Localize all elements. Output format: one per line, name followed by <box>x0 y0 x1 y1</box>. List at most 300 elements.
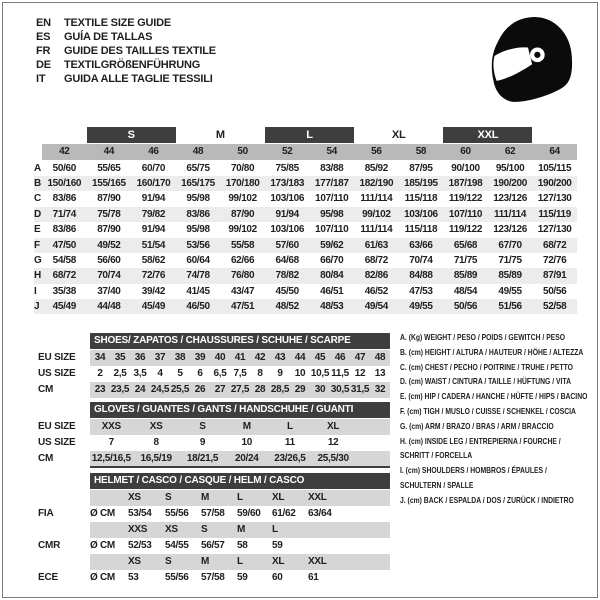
row-letter: E <box>34 224 41 236</box>
value-cell: 155/165 <box>92 177 126 189</box>
value-cell: 90/100 <box>451 162 480 174</box>
value-cell: 170/180 <box>225 177 260 189</box>
value-cell: 83/86 <box>186 208 210 220</box>
helmet-cell: 61 <box>308 572 319 583</box>
value-cell: 95/98 <box>320 208 344 220</box>
size-header-cell: 56 <box>371 146 382 157</box>
shoes-cell: 43 <box>274 352 286 363</box>
value-cell: 123/126 <box>493 193 527 205</box>
size-header-cell: 44 <box>103 146 115 157</box>
value-cell: 115/118 <box>404 224 438 236</box>
shoes-cell: 10 <box>294 368 306 379</box>
value-cell: 53/56 <box>186 239 210 251</box>
value-cell: 177/187 <box>314 177 349 189</box>
value-cell: 72/76 <box>543 254 567 266</box>
value-cell: 115/119 <box>538 208 571 220</box>
value-cell: 50/56 <box>453 301 478 313</box>
helmet-cell: L <box>237 556 243 567</box>
shoes-cell: 24,5 <box>150 384 170 395</box>
value-cell: 57/60 <box>275 239 299 251</box>
value-cell: 83/88 <box>320 162 344 174</box>
helmet-cell: XS <box>165 524 178 535</box>
gloves-cell: 8 <box>153 437 159 448</box>
gloves-cell: 12 <box>327 437 339 448</box>
value-cell: 87/90 <box>97 224 121 236</box>
row-cells <box>42 253 577 268</box>
value-cell: 182/190 <box>359 177 394 189</box>
value-cell: 87/90 <box>230 208 255 220</box>
helmet-cell: 63/64 <box>308 508 332 519</box>
shoes-cell: 23 <box>94 384 106 395</box>
value-cell: 45/50 <box>275 285 299 297</box>
helmet-cell: S <box>201 524 208 535</box>
row-letter: C <box>34 193 42 205</box>
value-cell: 35/38 <box>52 285 76 297</box>
gloves-cell-spacer <box>355 435 390 451</box>
table-row <box>34 222 577 237</box>
value-cell: 49/55 <box>409 301 433 313</box>
value-cell: 51/56 <box>498 301 522 313</box>
value-cell: 59/62 <box>320 239 344 251</box>
guide-title: GUIDE DES TAILLES TEXTILE <box>64 45 216 57</box>
value-cell: 173/183 <box>270 177 305 189</box>
row-cells <box>42 207 577 222</box>
value-cell: 187/198 <box>448 177 483 189</box>
row-letter: D <box>34 208 42 220</box>
value-cell: 74/78 <box>186 270 210 282</box>
size-group-spacer <box>532 127 577 143</box>
value-cell: 85/89 <box>453 270 478 282</box>
legend-line: SCHULTERN / SPALLE <box>400 479 474 490</box>
size-group-header-row <box>42 127 577 143</box>
value-cell: 190/200 <box>537 177 572 189</box>
value-cell: 78/82 <box>275 270 299 282</box>
helmet-row-cells <box>90 554 390 570</box>
helmet-cell: S <box>165 492 172 503</box>
helmet-cell: Ø CM <box>90 508 115 519</box>
helmet-cell: 59/60 <box>237 508 261 519</box>
size-header-cell: 46 <box>148 146 159 157</box>
shoes-row-cells <box>90 382 390 398</box>
helmet-cell: XXL <box>308 556 327 567</box>
table-row <box>34 268 577 283</box>
gloves-row-label: EU SIZE <box>38 421 76 432</box>
value-cell: 83/86 <box>52 224 76 236</box>
helmet-row-label: ECE <box>38 572 58 583</box>
value-cell: 71/75 <box>498 254 522 266</box>
shoes-cell: 36 <box>134 352 146 363</box>
language-title-list <box>36 16 216 86</box>
numeric-size-header-row <box>34 144 577 160</box>
helmet-cell: L <box>272 524 278 535</box>
size-header-cell: 42 <box>59 146 70 157</box>
row-cells <box>42 238 577 253</box>
helmet-row-label: FIA <box>38 508 54 519</box>
value-cell: 107/110 <box>315 193 349 205</box>
row-cells <box>42 299 577 314</box>
value-cell: 85/89 <box>498 270 522 282</box>
value-cell: 46/52 <box>364 285 388 297</box>
language-row <box>36 44 216 58</box>
value-cell: 150/160 <box>47 177 82 189</box>
size-header-cell: 52 <box>281 146 293 157</box>
value-cell: 54/58 <box>52 254 76 266</box>
helmet-cell: L <box>237 492 243 503</box>
language-row <box>36 16 216 30</box>
shoes-cell: 9 <box>277 368 283 379</box>
shoes-cell: 10,5 <box>310 368 330 379</box>
value-cell: 39/42 <box>141 285 166 297</box>
helmet-cell: XS <box>128 492 141 503</box>
value-cell: 45/49 <box>52 301 76 313</box>
value-cell: 65/75 <box>186 162 210 174</box>
language-code: IT <box>36 73 46 85</box>
row-letter-spacer <box>34 144 42 160</box>
legend-line: G. (cm) ARM / BRAZO / BRAS / ARM / BRACCIO <box>400 420 554 431</box>
racing-helmet-icon <box>482 12 576 106</box>
language-code: DE <box>36 59 51 71</box>
shoes-cell: 2 <box>97 368 103 379</box>
value-cell: 87/90 <box>97 193 121 205</box>
shoes-cell: 35 <box>114 352 126 363</box>
shoes-cell: 8 <box>257 368 263 379</box>
value-cell: 44/48 <box>97 301 121 313</box>
gloves-cell: L <box>287 421 293 432</box>
value-cell: 49/52 <box>97 239 121 251</box>
value-cell: 52/58 <box>543 301 567 313</box>
helmet-cell: 52/53 <box>128 540 152 551</box>
value-cell: 50/60 <box>52 162 76 174</box>
gloves-cell: M <box>242 421 251 432</box>
helmet-cell: 61/62 <box>272 508 296 519</box>
gloves-cell: 23/26,5 <box>274 453 306 464</box>
value-cell: 103/106 <box>270 193 305 205</box>
value-cell: 80/84 <box>320 270 344 282</box>
language-code: EN <box>36 17 51 29</box>
value-cell: 185/195 <box>404 177 438 189</box>
table-row <box>34 207 577 222</box>
shoes-cell: 39 <box>194 352 206 363</box>
shoes-cell: 46 <box>334 352 346 363</box>
value-cell: 55/65 <box>97 162 121 174</box>
helmet-cell: Ø CM <box>90 540 115 551</box>
gloves-cell: 9 <box>199 437 206 448</box>
helmet-cell: Ø CM <box>90 572 115 583</box>
value-cell: 82/86 <box>364 270 388 282</box>
guide-title: GUÍA DE TALLAS <box>64 31 153 43</box>
shoes-cell: 28 <box>254 384 266 395</box>
value-cell: 70/80 <box>230 162 255 174</box>
value-cell: 119/122 <box>448 193 483 205</box>
value-cell: 56/60 <box>97 254 121 266</box>
shoes-cell: 25,5 <box>170 384 190 395</box>
gloves-row <box>38 451 390 467</box>
helmet-cell: XXL <box>308 492 327 503</box>
value-cell: 99/102 <box>228 224 257 236</box>
legend-line: E. (cm) HIP / CADERA / HANCHE / HÜFTE / HIPS / BACINO <box>400 391 588 402</box>
value-cell: 123/126 <box>493 224 527 236</box>
row-cells <box>42 161 577 176</box>
gloves-cell-spacer <box>355 451 390 467</box>
gloves-row-label: US SIZE <box>38 437 76 448</box>
helmet-row-label: CMR <box>38 540 61 551</box>
gloves-row-label: CM <box>38 453 54 464</box>
value-cell: 61/63 <box>364 239 388 251</box>
size-group-s: S <box>87 127 176 143</box>
size-header-cell: 62 <box>504 146 516 157</box>
gloves-row <box>38 419 390 435</box>
shoes-row-cells <box>90 366 390 382</box>
value-cell: 79/82 <box>141 208 166 220</box>
value-cell: 68/72 <box>364 254 388 266</box>
helmet-cell: 54/55 <box>165 540 189 551</box>
gloves-section-header: GLOVES / GUANTES / GANTS / HANDSCHUHE / GUANTI <box>90 402 390 418</box>
legend-line: C. (cm) CHEST / PECHO / POITRINE / TRUHE / PETTO <box>400 361 573 372</box>
gloves-cell: XS <box>149 421 163 432</box>
gloves-row-cells <box>90 451 390 467</box>
guide-title: GUIDA ALLE TAGLIE TESSILI <box>64 73 213 85</box>
value-cell: 75/85 <box>275 162 299 174</box>
guide-title: TEXTILGRÖßENFÜHRUNG <box>64 59 201 71</box>
helmet-cell: M <box>237 524 246 535</box>
value-cell: 165/175 <box>181 177 215 189</box>
value-cell: 37/40 <box>97 285 121 297</box>
value-cell: 55/58 <box>230 239 255 251</box>
shoes-cell: 2,5 <box>113 368 127 379</box>
shoes-cell: 23,5 <box>110 384 130 395</box>
row-cells <box>42 284 577 299</box>
shoes-cell: 6,5 <box>213 368 227 379</box>
gloves-table-bottom-rule <box>90 466 390 468</box>
row-letter: F <box>34 239 41 251</box>
shoes-cell: 5 <box>177 368 183 379</box>
value-cell: 95/98 <box>186 224 210 236</box>
shoes-cell: 7,5 <box>233 368 247 379</box>
value-cell: 107/110 <box>315 224 349 236</box>
helmet-cell <box>90 554 128 570</box>
helmet-cell <box>90 522 128 538</box>
value-cell: 62/66 <box>230 254 255 266</box>
shoes-cell: 30,5 <box>330 384 350 395</box>
row-letter: J <box>34 301 40 313</box>
table-row <box>34 253 577 268</box>
value-cell: 160/170 <box>136 177 171 189</box>
helmet-row-label <box>38 554 90 570</box>
helmet-row <box>38 538 390 554</box>
value-cell: 48/53 <box>320 301 344 313</box>
row-cells <box>42 191 577 206</box>
shoes-cell: 27 <box>214 384 226 395</box>
shoes-cell: 40 <box>214 352 226 363</box>
value-cell: 67/70 <box>498 239 522 251</box>
helmet-cell: XL <box>272 492 285 503</box>
shoes-row <box>38 366 390 382</box>
shoes-cell: 11,5 <box>331 368 349 379</box>
helmet-cell: 57/58 <box>201 572 225 583</box>
helmet-row-label <box>38 522 90 538</box>
value-cell: 127/130 <box>537 224 572 236</box>
helmet-cell: 53/54 <box>128 508 152 519</box>
value-cell: 43/47 <box>230 285 255 297</box>
helmet-row-cells <box>90 538 390 554</box>
value-cell: 91/94 <box>141 193 166 205</box>
shoes-row-label: US SIZE <box>38 368 76 379</box>
guide-title: TEXTILE SIZE GUIDE <box>64 17 172 29</box>
value-cell: 103/106 <box>404 208 438 220</box>
value-cell: 84/88 <box>409 270 433 282</box>
value-cell: 99/102 <box>228 193 257 205</box>
value-cell: 107/110 <box>448 208 483 220</box>
language-row <box>36 58 216 72</box>
value-cell: 95/100 <box>495 162 525 174</box>
shoes-cell: 44 <box>294 352 306 363</box>
helmet-row <box>38 506 390 522</box>
value-cell: 51/54 <box>141 239 166 251</box>
size-header-cell: 48 <box>192 146 204 157</box>
value-cell: 99/102 <box>362 208 391 220</box>
value-cell: 91/94 <box>141 224 166 236</box>
helmet-section-header: HELMET / CASCO / CASQUE / HELM / CASCO <box>90 473 390 489</box>
helmet-row <box>38 570 390 586</box>
row-letter: B <box>34 177 42 189</box>
row-letter: G <box>34 254 42 266</box>
helmet-row-cells <box>90 522 390 538</box>
gloves-row-cells <box>90 435 390 451</box>
value-cell: 48/54 <box>453 285 478 297</box>
size-group-xl: XL <box>391 129 406 141</box>
helmet-cell: 56/57 <box>201 540 225 551</box>
value-cell: 95/98 <box>186 193 210 205</box>
gloves-cell: 20/24 <box>234 453 259 464</box>
language-code: FR <box>36 45 51 57</box>
gloves-cell-spacer <box>355 419 390 435</box>
value-cell: 46/50 <box>186 301 210 313</box>
gloves-cell: 18/21,5 <box>186 453 219 464</box>
value-cell: 85/92 <box>364 162 388 174</box>
helmet-cell <box>308 522 390 538</box>
value-cell: 63/66 <box>409 239 433 251</box>
helmet-cell: M <box>201 492 210 503</box>
legend-line: B. (cm) HEIGHT / ALTURA / HAUTEUR / HÖHE / ALTEZZA <box>400 346 584 357</box>
value-cell: 111/114 <box>360 224 393 236</box>
value-cell: 105/115 <box>538 162 572 174</box>
size-header-cell: 60 <box>460 146 471 157</box>
shoes-row-cells <box>90 350 390 366</box>
value-cell: 71/74 <box>52 208 76 220</box>
value-cell: 47/51 <box>230 301 255 313</box>
value-cell: 87/91 <box>543 270 567 282</box>
helmet-row-cells <box>90 570 390 586</box>
language-code: ES <box>36 31 51 43</box>
value-cell: 60/64 <box>186 254 210 266</box>
row-letter: A <box>34 162 42 174</box>
gloves-row-cells <box>90 419 390 435</box>
language-row <box>36 72 216 86</box>
legend-line: D. (cm) WAIST / CINTURA / TAILLE / HÜFTUNG / VITA <box>400 376 571 387</box>
shoes-cell: 3,5 <box>133 368 147 379</box>
helmet-cell: 53 <box>128 572 139 583</box>
helmet-row-label <box>38 490 90 506</box>
value-cell: 70/74 <box>97 270 121 282</box>
legend-line: H. (cm) INSIDE LEG / ENTREPIERNA / FOURCHE / <box>400 435 561 446</box>
shoes-row <box>38 382 390 398</box>
gloves-cell: 12,5/16,5 <box>91 453 131 464</box>
helmet-cell: XL <box>272 556 285 567</box>
helmet-cell: 57/58 <box>201 508 225 519</box>
shoes-row-label: CM <box>38 384 54 395</box>
gloves-cell: 7 <box>108 437 114 448</box>
helmet-cell: XXS <box>128 524 148 535</box>
helmet-cell: 60 <box>272 572 283 583</box>
helmet-cell: 59 <box>237 572 248 583</box>
helmet-cell: 55/56 <box>165 508 189 519</box>
size-header-cell: 64 <box>549 146 560 157</box>
value-cell: 70/74 <box>409 254 433 266</box>
shoes-cell: 24 <box>134 384 146 395</box>
shoes-cell: 26 <box>194 384 206 395</box>
shoes-row <box>38 350 390 366</box>
table-row <box>34 176 577 191</box>
value-cell: 58/62 <box>141 254 166 266</box>
value-cell: 75/78 <box>97 208 121 220</box>
shoes-cell: 31,5 <box>350 384 370 395</box>
shoes-cell: 38 <box>174 352 186 363</box>
shoes-cell: 45 <box>314 352 326 363</box>
gloves-cell: XXS <box>101 421 121 432</box>
size-header-cell: 58 <box>415 146 427 157</box>
shoes-cell: 48 <box>374 352 386 363</box>
size-header-cell: 50 <box>237 146 248 157</box>
gloves-cell: XL <box>327 421 340 432</box>
helmet-row <box>38 490 390 506</box>
gloves-cell: S <box>199 421 206 432</box>
value-cell: 46/51 <box>320 285 344 297</box>
value-cell: 48/52 <box>275 301 299 313</box>
value-cell: 111/114 <box>494 208 527 220</box>
value-cell: 68/72 <box>543 239 567 251</box>
table-row <box>34 284 577 299</box>
value-cell: 66/70 <box>320 254 344 266</box>
shoes-cell: 6 <box>197 368 203 379</box>
value-cell: 49/55 <box>498 285 522 297</box>
helmet-row <box>38 522 390 538</box>
value-cell: 72/76 <box>141 270 166 282</box>
shoes-cell: 12 <box>354 368 366 379</box>
gloves-row <box>38 435 390 451</box>
shoes-cell: 42 <box>254 352 266 363</box>
gloves-cell: 16,5/19 <box>140 453 172 464</box>
helmet-cell: M <box>201 556 210 567</box>
helmet-row <box>38 554 390 570</box>
value-cell: 87/95 <box>409 162 433 174</box>
value-cell: 83/86 <box>52 193 76 205</box>
legend-line: F. (cm) TIGH / MUSLO / CUISSE / SCHENKEL / COSCIA <box>400 405 576 416</box>
row-letter: I <box>34 285 37 297</box>
value-cell: 50/56 <box>543 285 567 297</box>
value-cell: 76/80 <box>230 270 255 282</box>
value-cell: 119/122 <box>448 224 483 236</box>
helmet-cell: 59 <box>272 540 283 551</box>
value-cell: 91/94 <box>275 208 299 220</box>
helmet-row-cells <box>90 490 390 506</box>
value-cell: 111/114 <box>360 193 393 205</box>
value-cell: 45/49 <box>141 301 166 313</box>
size-group-l: L <box>265 127 354 143</box>
legend-line: J. (cm) BACK / ESPALDA / DOS / ZURÜCK / INDIETRO <box>400 494 574 505</box>
shoes-cell: 34 <box>94 352 106 363</box>
helmet-cell: 58 <box>237 540 248 551</box>
shoes-cell: 28,5 <box>270 384 290 395</box>
